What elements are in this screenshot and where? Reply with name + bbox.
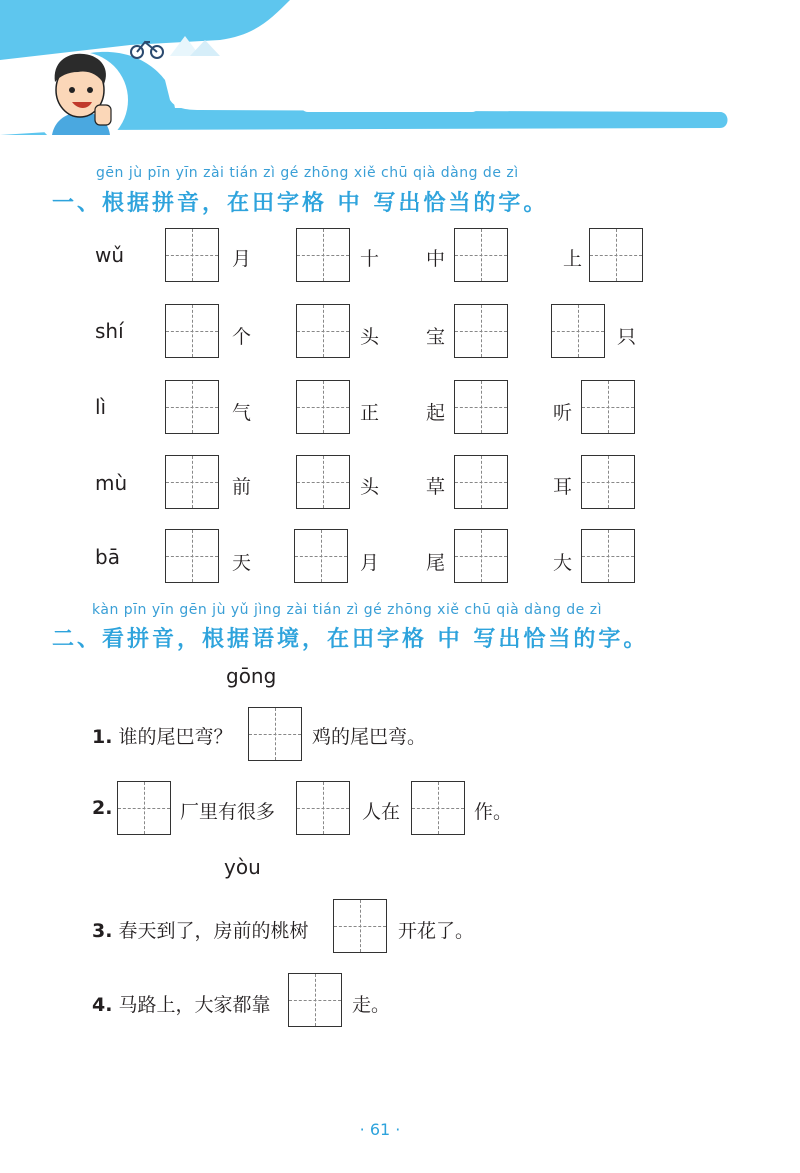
question-text: 走。 xyxy=(352,994,391,1016)
answer-box[interactable] xyxy=(589,228,643,282)
answer-box[interactable] xyxy=(248,707,302,761)
given-char: 中 xyxy=(426,248,446,270)
question-number: 3. xyxy=(92,920,113,942)
answer-box[interactable] xyxy=(296,380,350,434)
section2-heading: 二、看拼音，根据语境，在田字格 中 写出恰当的字。 xyxy=(52,627,649,652)
row-pinyin-mu: mù xyxy=(95,471,128,495)
given-char: 草 xyxy=(426,476,446,498)
question-number: 4. xyxy=(92,994,113,1016)
answer-box[interactable] xyxy=(296,781,350,835)
question-text: 开花了。 xyxy=(398,920,475,942)
answer-box[interactable] xyxy=(296,455,350,509)
row-pinyin-ba: bā xyxy=(95,545,120,569)
hint-pinyin-you: yòu xyxy=(224,855,261,879)
given-char: 尾 xyxy=(426,552,446,574)
answer-box[interactable] xyxy=(165,304,219,358)
given-char: 十 xyxy=(360,248,380,270)
question-text: 作。 xyxy=(474,801,513,823)
answer-box[interactable] xyxy=(454,304,508,358)
given-char: 月 xyxy=(232,248,252,270)
answer-box[interactable] xyxy=(454,529,508,583)
given-char: 前 xyxy=(232,476,252,498)
answer-box[interactable] xyxy=(165,228,219,282)
question-text: 马路上，大家都靠 xyxy=(118,994,271,1016)
row-pinyin-shi: shí xyxy=(95,319,124,343)
answer-box[interactable] xyxy=(581,529,635,583)
given-char: 头 xyxy=(360,476,380,498)
given-char: 气 xyxy=(232,402,252,424)
row-pinyin-li: lì xyxy=(95,395,107,419)
given-char: 个 xyxy=(232,326,252,348)
answer-box[interactable] xyxy=(288,973,342,1027)
answer-box[interactable] xyxy=(294,529,348,583)
page-title: 同音字 xyxy=(338,76,441,114)
answer-box[interactable] xyxy=(454,228,508,282)
given-char: 头 xyxy=(360,326,380,348)
section1-pinyin: gēn jù pīn yīn zài tián zì gé zhōng xiě chū qià dàng de zì xyxy=(96,165,519,181)
answer-box[interactable] xyxy=(581,380,635,434)
given-char: 上 xyxy=(563,248,583,270)
answer-box[interactable] xyxy=(296,304,350,358)
question-text: 谁的尾巴弯？ xyxy=(118,726,233,748)
answer-box[interactable] xyxy=(454,455,508,509)
section1-heading: 一、根据拼音，在田字格 中 写出恰当的字。 xyxy=(52,191,549,216)
given-char: 天 xyxy=(232,552,252,574)
question-4 xyxy=(92,990,271,1017)
given-char: 听 xyxy=(553,402,573,424)
answer-box[interactable] xyxy=(551,304,605,358)
row-pinyin-wu: wǔ xyxy=(95,243,125,267)
hint-pinyin-gong: gōng xyxy=(226,664,277,688)
answer-box[interactable] xyxy=(296,228,350,282)
question-number: 2. xyxy=(92,797,113,819)
boy-mascot-icon xyxy=(32,52,128,148)
question-3 xyxy=(92,916,309,943)
given-char: 宝 xyxy=(426,326,446,348)
given-char: 月 xyxy=(360,552,380,574)
answer-box[interactable] xyxy=(581,455,635,509)
given-char: 大 xyxy=(553,552,573,574)
given-char: 正 xyxy=(360,402,380,424)
question-1 xyxy=(92,722,233,749)
answer-box[interactable] xyxy=(333,899,387,953)
question-number xyxy=(92,797,112,819)
answer-box[interactable] xyxy=(411,781,465,835)
answer-box[interactable] xyxy=(454,380,508,434)
given-char: 起 xyxy=(426,402,446,424)
question-text: 人在 xyxy=(362,801,401,823)
question-number: 1. xyxy=(92,726,113,748)
page-number: · 61 · xyxy=(359,1120,401,1139)
answer-box[interactable] xyxy=(165,529,219,583)
question-text: 厂里有很多 xyxy=(180,801,276,823)
given-char: 耳 xyxy=(553,476,573,498)
answer-box[interactable] xyxy=(165,455,219,509)
answer-box[interactable] xyxy=(117,781,171,835)
question-text: 春天到了，房前的桃树 xyxy=(118,920,309,942)
question-text: 鸡的尾巴弯。 xyxy=(312,726,427,748)
given-char: 只 xyxy=(617,326,637,348)
section2-pinyin: kàn pīn yīn gēn jù yǔ jìng zài tián zì gé zhōng xiě chū qià dàng de zì xyxy=(92,602,602,618)
answer-box[interactable] xyxy=(165,380,219,434)
